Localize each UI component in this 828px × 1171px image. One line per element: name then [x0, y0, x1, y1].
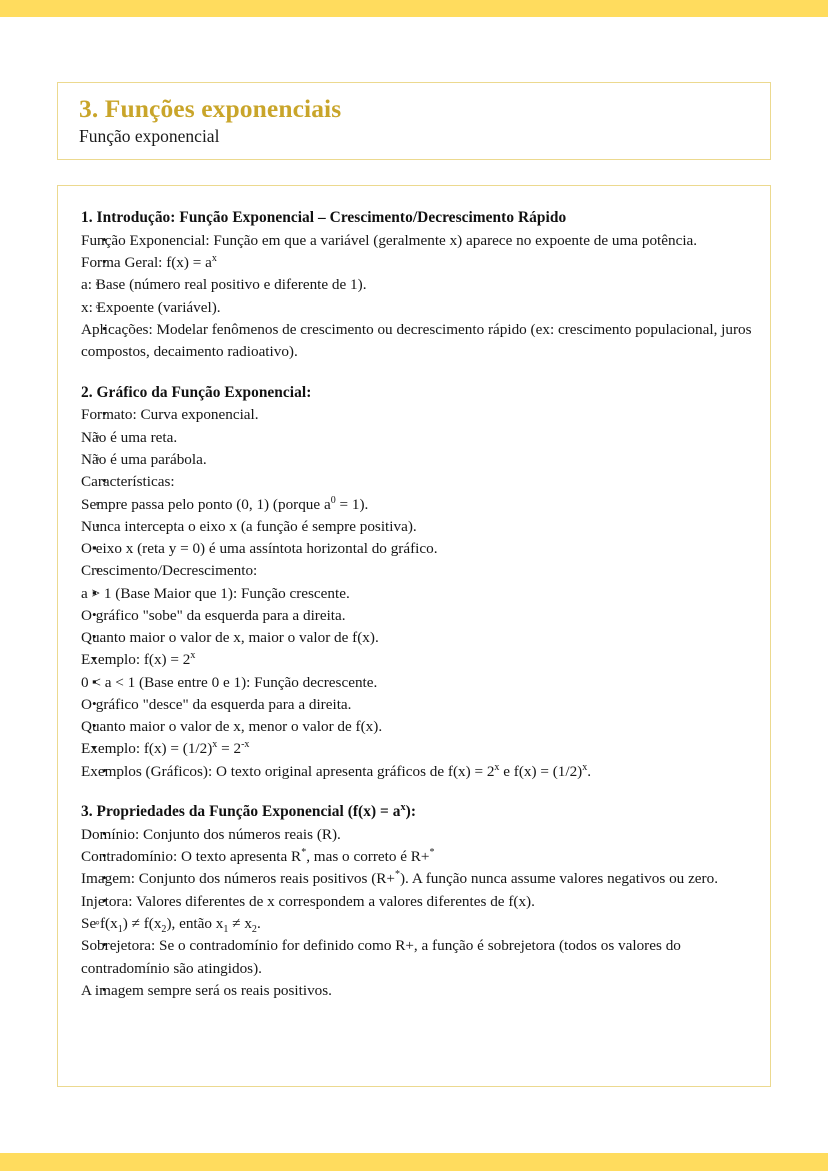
list-item — [81, 868, 752, 890]
list-item-text: • Características: — [81, 473, 175, 491]
list-item-text: • Exemplos (Gráficos): O texto original apresenta gráficos de $f(x) = 2^x$ e $f(x) = (1/2)^x$. — [81, 761, 592, 780]
outline-level-1 — [81, 404, 752, 783]
outline-level-2 — [81, 274, 752, 319]
list-item — [81, 560, 752, 760]
list-item — [81, 404, 752, 471]
list-item — [81, 583, 752, 672]
document-section — [81, 383, 752, 783]
outline-level-2 — [81, 427, 752, 472]
list-item-text: • Quanto maior o valor de x, menor o valor de f(x). — [81, 718, 383, 736]
list-item — [81, 694, 752, 716]
list-item-text: • Injetora: Valores diferentes de x correspondem a valores diferentes de f(x). — [81, 892, 535, 910]
list-item — [81, 449, 752, 471]
list-item — [81, 716, 752, 738]
list-item-text: ◦ Se $f(x_1) \ne f(x_2)$, então $x_1 \ne x_2$. — [81, 914, 261, 936]
list-item-text: • Contradomínio: O texto apresenta R*, mas o correto é R+* — [81, 847, 435, 866]
list-item-text: • A imagem sempre será os reais positivos. — [81, 981, 332, 999]
list-item-text: • Exemplo: $f(x) = 2^x$ — [81, 650, 196, 669]
list-item-text: • Imagem: Conjunto dos números reais positivos (R+*). A função nunca assume valores negativos ou zero. — [81, 869, 718, 888]
list-item — [81, 230, 752, 252]
list-item-text: • Formato: Curva exponencial. — [81, 406, 259, 424]
outline-level-3 — [81, 538, 752, 560]
list-item-text: ◦ x: Expoente (variável). — [81, 298, 221, 316]
list-item-text: ▪ a > 1 (Base Maior que 1): Função crescente. — [81, 584, 350, 602]
list-item-text: ◦ a: Base (número real positivo e diferente de 1). — [81, 276, 367, 294]
document-section — [81, 208, 752, 364]
list-item — [81, 980, 752, 1002]
document-header-inner — [58, 83, 770, 147]
outline-level-1 — [81, 824, 752, 1002]
list-item-text: ◦ Sempre passa pelo ponto (0, 1) (porque $a^0 = 1$). — [81, 494, 369, 513]
section-heading: 3. Propriedades da Função Exponencial $(f(x) = a^x)$: — [81, 801, 417, 820]
list-item — [81, 494, 752, 516]
list-item — [81, 605, 752, 627]
bottom-accent-bar — [0, 1153, 828, 1171]
list-item-text: • O gráfico "desce" da esquerda para a direita. — [81, 695, 352, 713]
list-item-text: • Forma Geral: $f(x) = a^x$ — [81, 253, 217, 272]
list-item — [81, 516, 752, 561]
list-item — [81, 319, 752, 364]
list-item-text: • O gráfico "sobe" da esquerda para a direita. — [81, 606, 346, 624]
list-item — [81, 252, 752, 319]
outline-level-4 — [81, 605, 752, 672]
section-heading: 1. Introdução: Função Exponencial – Crescimento/Decrescimento Rápido — [81, 209, 567, 226]
list-item — [81, 297, 752, 319]
section-heading: 2. Gráfico da Função Exponencial: — [81, 383, 312, 401]
document-content-card — [57, 185, 771, 1087]
list-item — [81, 538, 752, 560]
list-item — [81, 935, 752, 980]
page-title: 3. Funções exponenciais — [79, 94, 342, 123]
list-item — [81, 761, 752, 783]
list-item-text: • Domínio: Conjunto dos números reais (R). — [81, 825, 341, 843]
top-accent-bar — [0, 0, 828, 17]
list-item-text: • Exemplo: $f(x) = (1/2)^x = 2^{-x}$ — [81, 739, 250, 758]
document-section — [81, 802, 752, 1002]
list-item — [81, 649, 752, 671]
document-page — [0, 17, 828, 1153]
list-item-text: ◦ Nunca intercepta o eixo x (a função é sempre positiva). — [81, 517, 417, 535]
sections-container — [58, 186, 770, 1002]
list-item — [81, 738, 752, 760]
list-item — [81, 427, 752, 449]
list-item — [81, 824, 752, 846]
list-item-text: ◦ Crescimento/Decrescimento: — [81, 562, 258, 580]
list-item-text: ◦ Não é uma parábola. — [81, 451, 207, 468]
list-item — [81, 672, 752, 761]
list-item-text: • Quanto maior o valor de x, maior o valor de f(x). — [81, 629, 379, 647]
list-item-text: ▪ 0 < a < 1 (Base entre 0 e 1): Função decrescente. — [81, 673, 378, 691]
outline-level-3 — [81, 583, 752, 761]
list-item-text: ◦ Não é uma reta. — [81, 428, 178, 446]
list-item — [81, 471, 752, 760]
list-item-text: • Função Exponencial: Função em que a variável (geralmente x) aparece no expoente de uma potência. — [81, 231, 698, 249]
list-item — [81, 913, 752, 935]
list-item — [81, 846, 752, 868]
outline-level-2 — [81, 913, 752, 935]
list-item — [81, 274, 752, 296]
outline-level-1 — [81, 230, 752, 364]
outline-level-2 — [81, 494, 752, 761]
page-subtitle: Função exponencial — [79, 125, 220, 146]
list-item-text: • Aplicações: Modelar fenômenos de crescimento ou decrescimento rápido (ex: crescimento populacional, juros compostos, decaimento radioativo). — [81, 321, 752, 361]
document-header-card — [57, 82, 771, 160]
list-item — [81, 627, 752, 649]
list-item — [81, 891, 752, 936]
list-item-text: • Sobrejetora: Se o contradomínio for definido como R+, a função é sobrejetora (todos os valores do contradomínio são atingidos). — [81, 937, 681, 977]
list-item-text: ▪ O eixo x (reta y = 0) é uma assíntota horizontal do gráfico. — [81, 540, 438, 558]
outline-level-4 — [81, 694, 752, 761]
